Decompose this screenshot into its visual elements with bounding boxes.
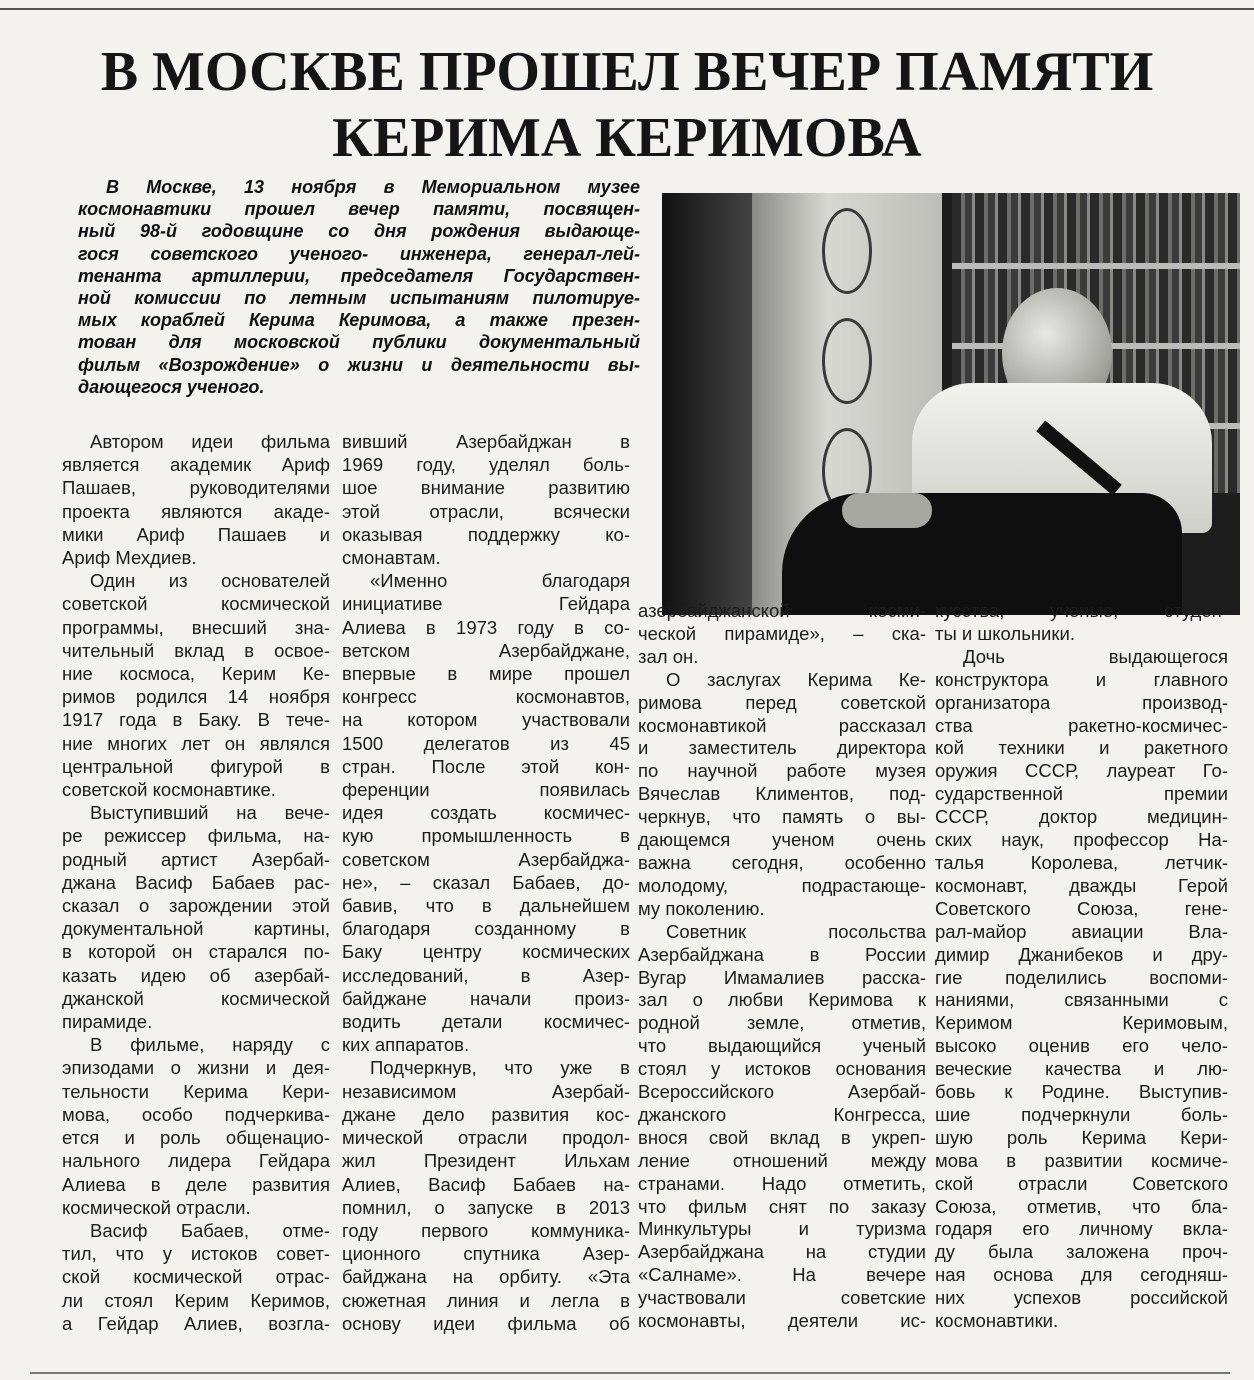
text-line: стран. После этой кон-: [342, 755, 630, 777]
text-line: шое внимание развитию: [342, 477, 630, 499]
text-line: 1917 года в Баку. В тече-: [62, 709, 330, 731]
text-line: байджана на орбиту. «Эта: [342, 1266, 630, 1288]
paragraph: [638, 600, 926, 669]
article-column-1: [62, 430, 330, 1335]
text-line: стоял у истоков основания: [638, 1058, 926, 1080]
text-line: джанского Конгресса,: [638, 1103, 926, 1125]
text-line: «Салнаме». На вечере: [638, 1264, 926, 1286]
text-line: высоко оценив его чело-: [935, 1035, 1228, 1057]
text-line: них успехов российской: [935, 1287, 1228, 1309]
text-line: ференции появилась: [342, 779, 630, 801]
paragraph: [62, 801, 330, 1033]
text-line: идея создать космичес-: [342, 802, 630, 824]
text-line: конгресс космонавтов,: [342, 686, 630, 708]
text-line: Союза, отметив, что бла-: [935, 1195, 1228, 1217]
text-line: Керимом Керимовым,: [935, 1012, 1228, 1034]
text-line: 1969 году, уделял боль-: [342, 454, 630, 476]
text-line: организатора производ-: [935, 691, 1228, 713]
text-line: проекта являются акаде-: [62, 500, 330, 522]
text-line: Алиева в 1973 году в со-: [342, 616, 630, 638]
text-line: участвовали советские: [638, 1287, 926, 1309]
paragraph: [342, 430, 630, 569]
paragraph: [935, 646, 1228, 1333]
text-line: кой техники и ракетного: [935, 737, 1228, 759]
text-line: что фильм снят по заказу: [638, 1195, 926, 1217]
text-line: советской космонавтике.: [62, 779, 276, 801]
text-line: Выступивший на вече-: [90, 802, 330, 824]
text-line: оружия СССР, лауреат Го-: [935, 760, 1228, 782]
text-line: Советник посольства: [666, 920, 926, 942]
headline-line-1: В МОСКВЕ ПРОШЕЛ ВЕЧЕР ПАМЯТИ: [100, 41, 1154, 103]
paragraph: [342, 1056, 630, 1334]
text-line: черкнув, что память о вы-: [638, 806, 926, 828]
text-line: му поколению.: [638, 897, 765, 919]
text-line: шие подчеркнули боль-: [935, 1103, 1228, 1125]
text-line: Подчеркнув, что уже в: [370, 1057, 630, 1079]
text-line: ционного спутника Азер-: [342, 1243, 630, 1265]
text-line: сказал о зарождении этой: [62, 895, 330, 917]
lead-line: дающегося ученого.: [78, 376, 265, 397]
text-line: веческие качества и лю-: [935, 1058, 1228, 1080]
text-line: Один из основателей: [90, 570, 330, 592]
text-line: тельности Керима Кери-: [62, 1080, 330, 1102]
paragraph: [935, 600, 1228, 646]
text-line: внося свой вклад в укреп-: [638, 1126, 926, 1148]
text-line: азербайджанской косми-: [638, 600, 926, 621]
text-line: году первого коммуника-: [342, 1219, 630, 1241]
text-line: родной земле, отметив,: [638, 1012, 926, 1034]
text-line: гие поделились воспоми-: [935, 966, 1228, 988]
lead-line: ной комиссии по летным испытаниям пилотируе-: [78, 288, 640, 309]
paragraph: [62, 569, 330, 801]
lead-line: фильм «Возрождение» о жизни и деятельности вы-: [78, 354, 640, 375]
text-line: нального лидера Гейдара: [62, 1150, 330, 1172]
text-line: годаря его личному вкла-: [935, 1218, 1228, 1240]
text-line: ется и роль общенацио-: [62, 1127, 330, 1149]
text-line: по научной работе музея: [638, 760, 926, 782]
text-line: Минкультуры и туризма: [638, 1218, 926, 1240]
lead-line: В Москве, 13 ноября в Мемориальном музее: [106, 177, 640, 197]
text-line: Автором идеи фильма: [90, 431, 330, 452]
text-line: джане дело развития кос-: [342, 1103, 630, 1125]
text-line: основу идеи фильма об: [342, 1312, 630, 1334]
lead-line: мых кораблей Керима Керимова, а также презен-: [78, 310, 640, 331]
text-line: римов родился 14 ноября: [62, 686, 330, 708]
text-line: кую промышленность в: [342, 825, 630, 847]
text-line: ской космической отрас-: [62, 1266, 330, 1288]
paragraph: [62, 1033, 330, 1219]
text-line: центральной фигурой в: [62, 755, 330, 777]
text-line: Ариф Мехдиев.: [62, 547, 197, 569]
text-line: Пашаев, руководителями: [62, 477, 330, 499]
text-line: ная основа для сегодняш-: [935, 1264, 1228, 1286]
text-line: на котором участвовали: [342, 709, 630, 731]
text-line: независимом Азербай-: [342, 1080, 630, 1102]
text-line: пирамиде.: [62, 1011, 153, 1033]
text-line: джанской космической: [62, 987, 330, 1009]
text-line: Азербайджана на студии: [638, 1241, 926, 1263]
text-line: тил, что у истоков совет-: [62, 1243, 330, 1265]
text-line: кусства, ученые, студен-: [935, 600, 1228, 621]
text-line: ства ракетно-космичес-: [935, 714, 1228, 736]
text-line: димир Джанибеков и дру-: [935, 943, 1228, 965]
text-line: О заслугах Керима Ке-: [666, 668, 926, 690]
text-line: ческой пирамиде», – ска-: [638, 622, 926, 644]
text-line: впервые в мире прошел: [342, 663, 630, 685]
text-line: дающемся ученом очень: [638, 829, 926, 851]
text-line: 1500 делегатов из 45: [342, 732, 630, 754]
text-line: Всероссийского Азербай-: [638, 1081, 926, 1103]
text-line: ние многих лет он являлся: [62, 732, 330, 754]
text-line: документальной картины,: [62, 918, 330, 940]
text-line: Баку центру космических: [342, 941, 630, 963]
bottom-rule: [30, 1372, 1230, 1374]
text-line: инициативе Гейдара: [342, 593, 630, 615]
lead-line: гося советского ученого- инженера, генерал-лей-: [78, 243, 640, 264]
text-line: водить детали космичес-: [342, 1011, 630, 1033]
text-line: сюжетная линия и легла в: [342, 1289, 630, 1311]
text-line: ты и школьники.: [935, 622, 1075, 644]
text-line: ре режиссер фильма, на-: [62, 825, 330, 847]
text-line: важна сегодня, особенно: [638, 851, 926, 873]
text-line: программы, внесший зна-: [62, 616, 330, 638]
text-line: этой отрасли, всячески: [342, 500, 630, 522]
text-line: конструктора и главного: [935, 668, 1228, 690]
paragraph: [62, 430, 330, 569]
text-line: бавив, что в дальнейшем: [342, 895, 630, 917]
text-line: байджане начали произ-: [342, 987, 630, 1009]
paragraph: [638, 669, 926, 921]
text-line: в которой он старался по-: [62, 941, 330, 963]
text-line: рал-майор авиации Вла-: [935, 920, 1228, 942]
text-line: исследований, в Азер-: [342, 964, 630, 986]
text-line: ду была заложена проч-: [935, 1241, 1228, 1263]
text-line: советском Азербайджа-: [342, 848, 630, 870]
text-line: помнил, о запуске в 2013: [342, 1196, 630, 1218]
text-line: Вугар Имамалиев расска-: [638, 966, 926, 988]
article-lead: [78, 176, 640, 398]
paragraph: [342, 569, 630, 1056]
text-line: мова в развитии космиче-: [935, 1149, 1228, 1171]
top-rule: [0, 8, 1254, 10]
lead-line: тован для московской публики документальный: [78, 332, 640, 353]
text-line: талья Королева, летчик-: [935, 851, 1228, 873]
text-line: ли стоял Керим Керимов,: [62, 1289, 330, 1311]
text-line: казать идею об азербай-: [62, 964, 330, 986]
text-line: космонавт, дважды Герой: [935, 874, 1228, 896]
text-line: «Именно благодаря: [370, 570, 630, 592]
paragraph: [62, 1219, 330, 1335]
text-line: зал он.: [638, 645, 699, 667]
article-column-2: [342, 430, 630, 1335]
text-line: мова, особо подчеркива-: [62, 1103, 330, 1125]
text-line: сударственной премии: [935, 783, 1228, 805]
text-line: мической отрасли продол-: [342, 1127, 630, 1149]
headline-line-2: КЕРИМА КЕРИМОВА: [332, 107, 922, 169]
text-line: мики Ариф Пашаев и: [62, 523, 330, 545]
text-line: родный артист Азербай-: [62, 848, 330, 870]
text-line: эпизодами о жизни и дея-: [62, 1057, 330, 1079]
text-line: благодаря созданному в: [342, 918, 630, 940]
article-column-4: [935, 600, 1228, 1333]
text-line: чительный вклад в освое-: [62, 639, 330, 661]
text-line: вивший Азербайджан в: [342, 431, 630, 452]
text-line: оказывая поддержку ко-: [342, 523, 630, 545]
text-line: зал о любви Керимова к: [638, 989, 926, 1011]
text-line: советской космической: [62, 593, 330, 615]
text-line: не», – сказал Бабаев, до-: [342, 871, 630, 893]
lead-line: космонавтики прошел вечер памяти, посвящен-: [78, 199, 640, 220]
text-line: ских наук, профессор На-: [935, 829, 1228, 851]
article-column-3: [638, 600, 926, 1333]
text-line: Васиф Бабаев, отме-: [90, 1219, 330, 1241]
text-line: Алиев, Васиф Бабаев на-: [342, 1173, 630, 1195]
text-line: римова перед советской: [638, 691, 926, 713]
text-line: Азербайджана в России: [638, 943, 926, 965]
text-line: и заместитель директора: [638, 737, 926, 759]
text-line: космической отрасли.: [62, 1196, 251, 1218]
text-line: космонавты, деятели ис-: [638, 1310, 926, 1332]
text-line: наниями, связанными с: [935, 989, 1228, 1011]
text-line: космонавтикой рассказал: [638, 714, 926, 736]
text-line: шую роль Керима Кери-: [935, 1126, 1228, 1148]
text-line: Дочь выдающегося: [963, 645, 1228, 667]
lead-line: ный 98-й годовщине со дня рождения выдающе-: [78, 221, 640, 242]
text-line: Советского Союза, гене-: [935, 897, 1228, 919]
article-photo: [662, 193, 1240, 615]
text-line: ние космоса, Керим Ке-: [62, 663, 330, 685]
text-line: ской отрасли Советского: [935, 1172, 1228, 1194]
text-line: а Гейдар Алиев, возгла-: [62, 1312, 330, 1334]
text-line: В фильме, наряду с: [90, 1034, 330, 1056]
paragraph: [638, 921, 926, 1333]
text-line: ких аппаратов.: [342, 1034, 470, 1056]
text-line: Вячеслав Климентов, под-: [638, 783, 926, 805]
text-line: джана Васиф Бабаев рас-: [62, 871, 330, 893]
text-line: смонавтам.: [342, 547, 441, 569]
text-line: ление отношений между: [638, 1149, 926, 1171]
text-line: бовь к Родине. Выступив-: [935, 1081, 1228, 1103]
lead-line: тенанта артиллерии, председателя Государствен-: [78, 265, 640, 286]
text-line: молодому, подрастающе-: [638, 874, 926, 896]
text-line: странами. Надо отметить,: [638, 1172, 926, 1194]
text-line: Алиева в деле развития: [62, 1173, 330, 1195]
text-line: что выдающийся ученый: [638, 1035, 926, 1057]
text-line: космонавтики.: [935, 1310, 1059, 1332]
text-line: СССР, доктор медицин-: [935, 806, 1228, 828]
text-line: является академик Ариф: [62, 454, 330, 476]
text-line: жил Президент Ильхам: [342, 1150, 630, 1172]
text-line: ветском Азербайджане,: [342, 639, 630, 661]
